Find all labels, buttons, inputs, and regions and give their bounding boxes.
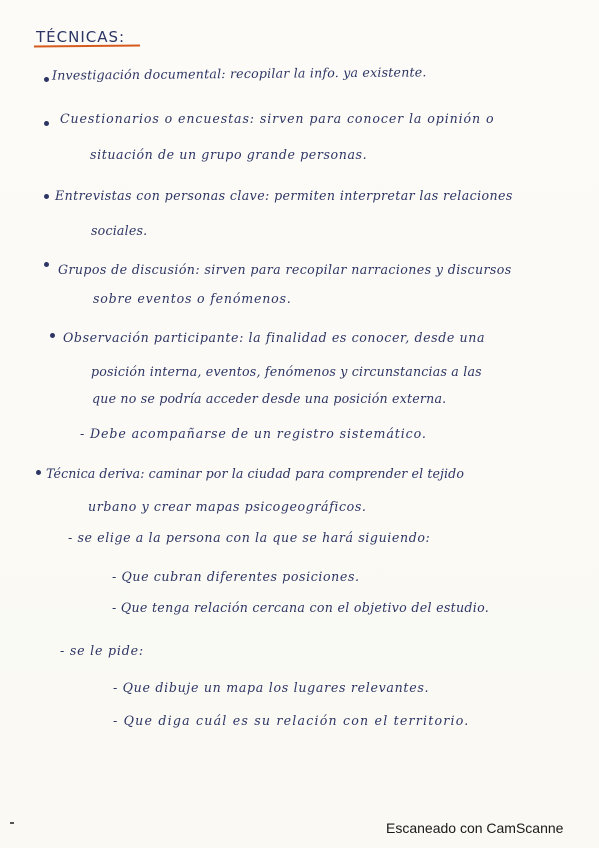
note-line: que no se podría acceder desde una posición externa. [92,391,447,406]
bullet-dot [44,262,49,267]
bullet-dot [44,77,49,82]
scanner-watermark: Escaneado con CamScanne [386,820,564,836]
note-line: Grupos de discusión: sirven para recopilar narraciones y discursos [58,262,512,277]
note-line: sociales. [91,223,148,238]
bullet-dot [44,121,49,126]
note-line: Técnica deriva: caminar por la ciudad para comprender el tejido [46,466,465,481]
note-line: sobre eventos o fenómenos. [93,291,292,306]
note-line: - Debe acompañarse de un registro sistemático. [80,426,427,441]
note-line: Investigación documental: recopilar la info. ya existente. [51,64,427,83]
note-line: posición interna, eventos, fenómenos y circunstancias a las [91,364,482,379]
bullet-dot [50,333,55,338]
title-underline [34,44,140,47]
note-line: - Que diga cuál es su relación con el territorio. [113,713,470,728]
scan-speck [10,822,14,824]
note-line: - Que dibuje un mapa los lugares relevantes. [113,680,430,695]
note-line: Observación participante: la finalidad es conocer, desde una [63,330,486,345]
note-line: Entrevistas con personas clave: permiten interpretar las relaciones [55,188,513,203]
note-line: - Que tenga relación cercana con el objetivo del estudio. [112,600,490,615]
bullet-dot [36,470,41,475]
note-line: - se elige a la persona con la que se hará siguiendo: [68,530,431,545]
note-line: urbano y crear mapas psicogeográficos. [88,499,367,514]
note-line: situación de un grupo grande personas. [90,147,368,162]
note-line: - se le pide: [60,643,144,658]
bullet-dot [44,194,49,199]
note-line: Cuestionarios o encuestas: sirven para conocer la opinión o [60,111,495,126]
note-line: - Que cubran diferentes posiciones. [112,569,360,584]
page-title: TÉCNICAS: [36,28,126,46]
